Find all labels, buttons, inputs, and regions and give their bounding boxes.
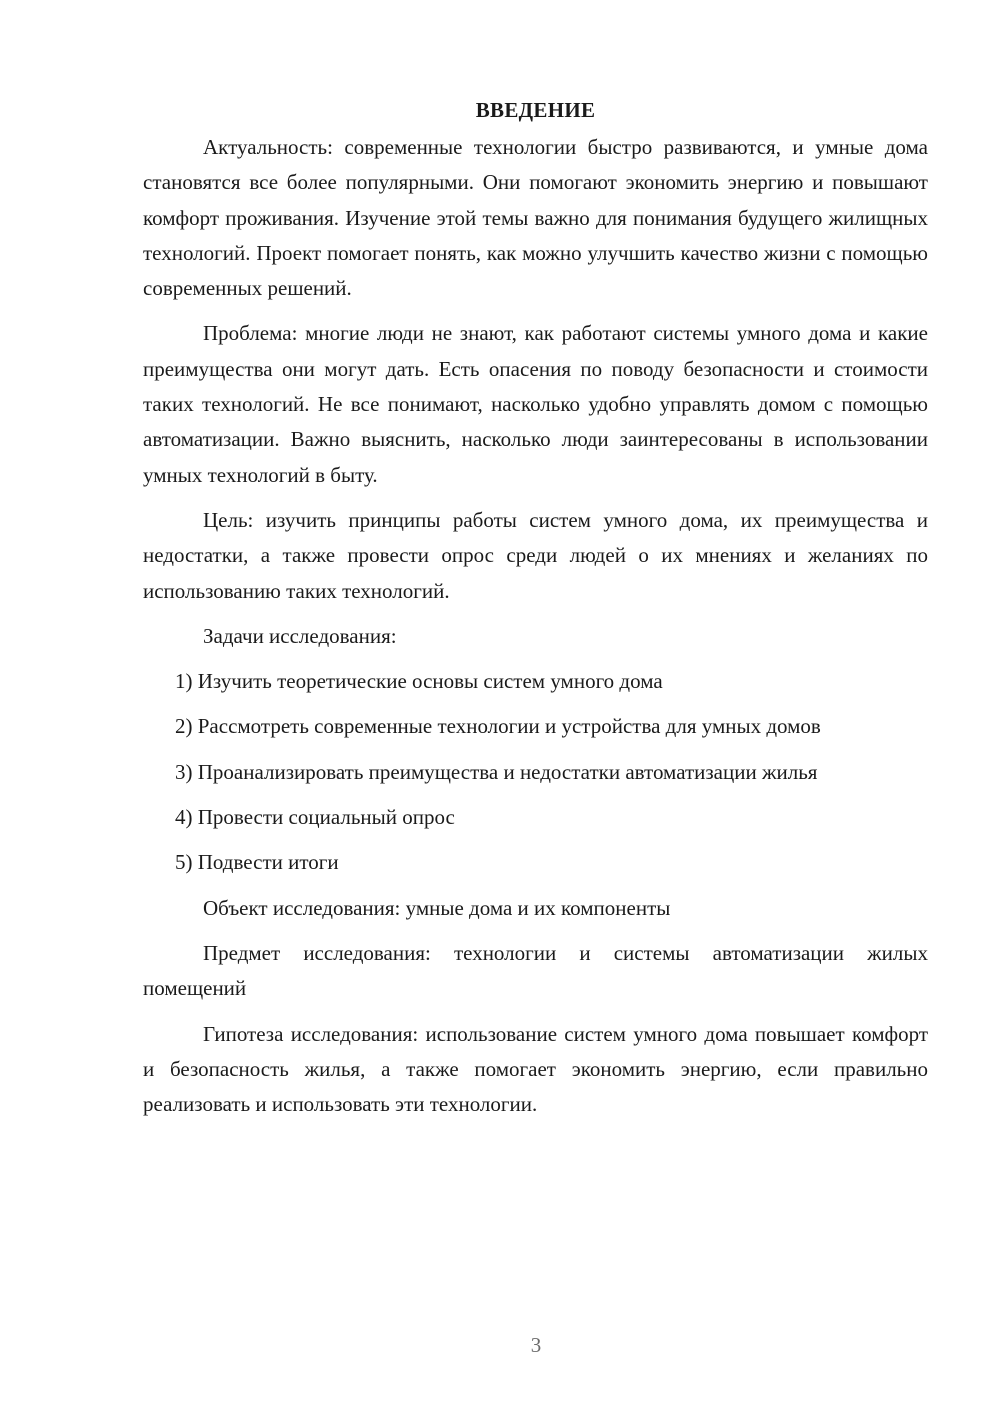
- subject-paragraph: Предмет исследования: технологии и системы автоматизации жилых помещений: [143, 940, 928, 1001]
- task-item-1: 1) Изучить теоретические основы систем умного дома: [175, 669, 663, 694]
- relevance-paragraph: Актуальность: современные технологии быстро развиваются, и умные дома становятся все более популярными. Они помогают экономить энергию и повышают комфорт проживания. Изучение этой темы важно для понимания будущего жилищных технологий. Проект помогает понять, как можно улучшить качество жизни с помощью современных решений.: [143, 135, 928, 301]
- page-content: [143, 95, 928, 1132]
- page-number: 3: [530, 1333, 542, 1357]
- goal-paragraph: Цель: изучить принципы работы систем умного дома, их преимущества и недостатки, а также провести опрос среди людей о их мнениях и желаниях по использованию таких технологий.: [143, 507, 928, 603]
- task-item-5: 5) Подвести итоги: [175, 850, 339, 875]
- task-item-3: 3) Проанализировать преимущества и недостатки автоматизации жилья: [175, 759, 818, 784]
- problem-paragraph: Проблема: многие люди не знают, как работают системы умного дома и какие преимущества они могут дать. Есть опасения по поводу безопасности и стоимости таких технологий. Не все понимают, насколько удобно управлять домом с помощью автоматизации. Важно выяснить, насколько люди заинтересованы в использовании умных технологий в быту.: [143, 321, 928, 487]
- task-item-4: 4) Провести социальный опрос: [175, 805, 455, 830]
- object-paragraph: Объект исследования: умные дома и их компоненты: [203, 895, 671, 920]
- hypothesis-paragraph: Гипотеза исследования: использование систем умного дома повышает комфорт и безопасность жилья, а также помогает экономить энергию, если правильно реализовать и использовать эти технологии.: [143, 1021, 928, 1117]
- tasks-heading: Задачи исследования:: [203, 623, 397, 648]
- task-item-2: 2) Рассмотреть современные технологии и устройства для умных домов: [175, 714, 821, 739]
- section-title: ВВЕДЕНИЕ: [475, 98, 596, 122]
